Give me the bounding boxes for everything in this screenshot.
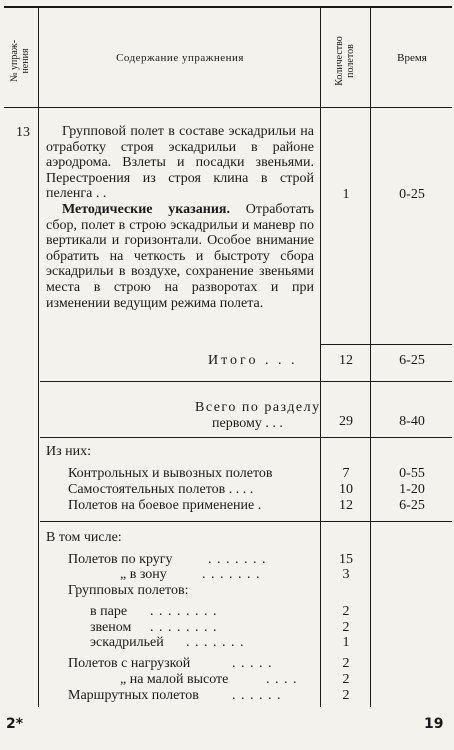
including-heading: В том числе: (46, 530, 122, 545)
section-total-count: 29 (339, 414, 353, 429)
section-total-label-1: Всего по разделу (195, 400, 321, 415)
circle-dots: . . . . . . . (208, 552, 267, 567)
flight-count: 2 (342, 620, 350, 635)
signature-mark: 2* (6, 716, 24, 732)
route-count: 2 (342, 688, 350, 703)
load-dots: . . . . . (232, 656, 273, 671)
of-them-row-label: Контрольных и вывозных полетов (68, 466, 273, 481)
pair-count: 2 (342, 604, 350, 619)
col-divider-3 (370, 7, 371, 707)
header-col-time: Время (397, 52, 427, 64)
total-bottom-rule (40, 381, 452, 382)
circle-label: Полетов по кругу (68, 552, 173, 567)
pair-dots: . . . . . . . . (150, 604, 218, 619)
methodical-instructions-heading: Методические указания. (62, 201, 230, 217)
col-divider-2 (320, 7, 321, 707)
of-them-row-label: Полетов на боевое применение . (68, 498, 262, 513)
methodical-instructions-text: Отработать сбор, полет в строю эскадрильи и маневр по вертикали и горизонтали. Особое внимание обратить на четкость и быстроту сбора эскадрильи в воздухе, сохранение звеньями места в строю на разворотах и при изменении ведущим режима полета. (46, 201, 314, 311)
flight-label: звеном (90, 620, 132, 635)
of-them-row-time: 0-55 (399, 466, 425, 481)
pair-label: в паре (90, 604, 128, 619)
exercise-number: 13 (16, 125, 30, 140)
load-count: 2 (342, 656, 350, 671)
load-label: Полетов с нагрузкой (68, 656, 191, 671)
of-them-row-label: Самостоятельных полетов . . . . (68, 482, 254, 497)
header-col-number: № упраж- нения (9, 39, 31, 83)
section-total-bottom-rule (40, 437, 452, 438)
flight-dots: . . . . . . . . (150, 620, 218, 635)
col-divider-1 (38, 7, 39, 707)
header-bottom-rule (4, 107, 452, 108)
of-them-row-count: 7 (342, 466, 350, 481)
of-them-row-time: 6-25 (399, 498, 425, 513)
zone-label: „ в зону (120, 567, 167, 582)
total-top-rule (320, 344, 452, 345)
of-them-row-count: 12 (339, 498, 353, 513)
low-altitude-dots: . . . . (266, 672, 298, 687)
squadron-count: 1 (342, 635, 350, 650)
of-them-heading: Из них: (46, 444, 92, 459)
zone-count: 3 (342, 567, 350, 582)
total-time: 6-25 (399, 353, 425, 368)
of-them-row-count: 10 (339, 482, 353, 497)
zone-dots: . . . . . . . (202, 567, 261, 582)
low-altitude-count: 2 (342, 672, 350, 687)
section-total-label-2: первому . . . (212, 416, 283, 431)
exercise-paragraph-1: Групповой полет в составе эскадрильи на отработку строя эскадрильи в районе аэродрома. Взлеты и посадки звеньями. Перестроения из строя клина в строй пеленга . . (46, 124, 314, 202)
page-number: 19 (424, 716, 444, 732)
of-them-bottom-rule (40, 521, 452, 522)
top-rule (4, 6, 452, 8)
route-label: Маршрутных полетов (68, 688, 199, 703)
circle-count: 15 (339, 552, 353, 567)
exercise-count: 1 (342, 187, 350, 202)
low-altitude-label: „ на малой высоте (120, 672, 229, 687)
route-dots: . . . . . . (232, 688, 282, 703)
squadron-dots: . . . . . . . (186, 635, 245, 650)
squadron-label: эскадрильей (90, 635, 164, 650)
section-total-time: 8-40 (399, 414, 425, 429)
total-count: 12 (339, 353, 353, 368)
total-label: Итого . . . (208, 353, 298, 368)
header-col-content: Содержание упражнения (116, 52, 244, 64)
header-col-count: Количество полетов (334, 36, 356, 86)
exercise-paragraph-2 (46, 202, 314, 311)
exercise-description (46, 124, 314, 311)
of-them-row-time: 1-20 (399, 482, 425, 497)
exercise-time: 0-25 (399, 187, 425, 202)
group-heading: Групповых полетов: (68, 583, 189, 598)
